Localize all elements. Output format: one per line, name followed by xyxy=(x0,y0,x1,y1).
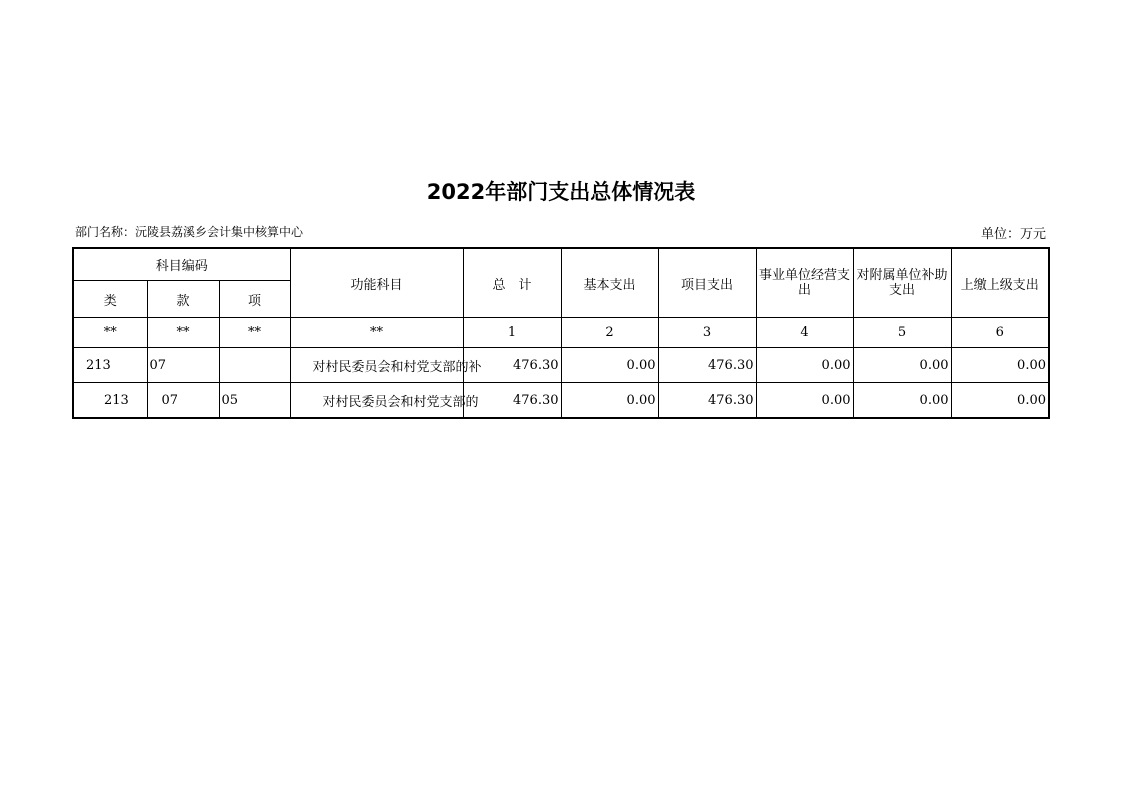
cell-subsidy: 0.00 xyxy=(853,383,951,419)
cell-lei: 213 xyxy=(73,383,147,419)
cell-superior: 0.00 xyxy=(951,383,1049,419)
header-total: 总 计 xyxy=(463,248,561,318)
header-subsidy: 对附属单位补助支出 xyxy=(853,248,951,318)
cell-name: 对村民委员会和村党支部的补 xyxy=(290,348,463,383)
cell-basic: 0.00 xyxy=(561,383,658,419)
page-title: 2022年部门支出总体情况表 xyxy=(426,180,696,204)
cell-name: 对村民委员会和村党支部的 xyxy=(290,383,463,419)
cell-project: 476.30 xyxy=(658,383,756,419)
index-cell: ** xyxy=(147,318,219,348)
header-business: 事业单位经营支出 xyxy=(756,248,853,318)
expenditure-table xyxy=(72,247,1050,419)
table-row xyxy=(73,348,1049,383)
header-superior: 上缴上级支出 xyxy=(951,248,1049,318)
index-cell: ** xyxy=(290,318,463,348)
cell-subsidy: 0.00 xyxy=(853,348,951,383)
index-cell: 2 xyxy=(561,318,658,348)
table-row xyxy=(73,383,1049,419)
cell-lei: 213 xyxy=(73,348,147,383)
header-subject-code: 科目编码 xyxy=(73,248,290,281)
cell-project: 476.30 xyxy=(658,348,756,383)
header-lei: 类 xyxy=(73,281,147,318)
cell-superior: 0.00 xyxy=(951,348,1049,383)
header-basic: 基本支出 xyxy=(561,248,658,318)
index-cell: 3 xyxy=(658,318,756,348)
cell-xiang: 05 xyxy=(219,383,290,419)
unit-label: 单位：万元 xyxy=(980,227,1046,242)
cell-business: 0.00 xyxy=(756,383,853,419)
cell-total: 476.30 xyxy=(463,383,561,419)
header-xiang: 项 xyxy=(219,281,290,318)
cell-kuan: 07 xyxy=(147,348,219,383)
index-cell: ** xyxy=(219,318,290,348)
cell-total: 476.30 xyxy=(463,348,561,383)
header-function-subject: 功能科目 xyxy=(290,248,463,318)
index-cell: 4 xyxy=(756,318,853,348)
cell-business: 0.00 xyxy=(756,348,853,383)
cell-basic: 0.00 xyxy=(561,348,658,383)
header-kuan: 款 xyxy=(147,281,219,318)
department-name: 部门名称：沅陵县荔溪乡会计集中核算中心 xyxy=(75,225,304,239)
index-cell: 5 xyxy=(853,318,951,348)
cell-kuan: 07 xyxy=(147,383,219,419)
index-cell: 6 xyxy=(951,318,1049,348)
header-project: 项目支出 xyxy=(658,248,756,318)
index-cell: ** xyxy=(73,318,147,348)
cell-xiang xyxy=(219,348,290,383)
index-cell: 1 xyxy=(463,318,561,348)
